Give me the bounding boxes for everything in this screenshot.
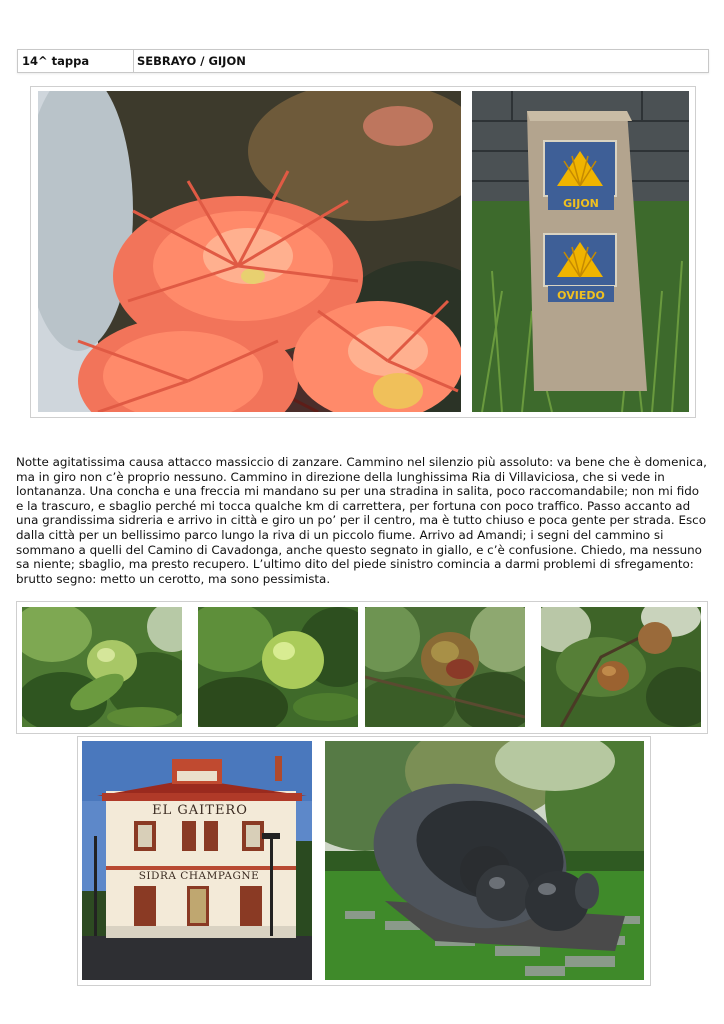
apple-photo-4 — [541, 607, 701, 727]
stage-route: SEBRAYO / GIJON — [137, 54, 246, 68]
dahlia-photo — [38, 91, 461, 412]
apple-photo-1 — [22, 607, 182, 727]
sidreria-sign-name: EL GAITERO — [152, 803, 248, 818]
sidreria-sign-product: SIDRA CHAMPAGNE — [138, 870, 260, 882]
apple-sculpture-photo — [325, 741, 644, 980]
milestone-photo — [472, 91, 689, 412]
stage-narrative: Notte agitatissima causa attacco massiccio di zanzare. Cammino nel silenzio più assoluto: va bene che è domenica, ma in giro non c’è proprio nessuno. Cammino in direzione della lunghissima Ria di Villaviciosa, che si vede in lontananza. Una concha e una freccia mi mandano su per una stradina in salita, poco raccomandabile; non mi fido e la trascuro, e sbaglio perché mi tocca qualche km di carrettera, per fortuna con poco traffico. Passo accanto ad una grandissima sidreria e arrivo in città e giro un po’ per il centro, ma è tutto chiuso e poca gente per strada. Esco dalla città per un bellissimo parco lungo la riva di un piccolo fiume. Arrivo ad Amandi; i segni del cammino si sommano a quelli del Camino di Cavadonga, anche questo segnato in giallo, e c’è confusione. Chiedo, ma nessuno sa niente; sbaglio, ma presto recupero. L’ultimo dito del piede sinistro comincia a darmi problemi di sfregamento: brutto segno: metto un cerotto, ma sono pessimista. — [16, 455, 707, 586]
sidreria-photo — [82, 741, 312, 980]
stage-number: 14^ tappa — [22, 54, 90, 68]
milestone-label-gijon: GIJON — [563, 197, 599, 210]
apple-photo-2 — [198, 607, 358, 727]
apple-photo-3 — [365, 607, 525, 727]
milestone-label-oviedo: OVIEDO — [557, 289, 605, 302]
header-divider — [133, 50, 134, 72]
stage-header — [17, 49, 709, 73]
